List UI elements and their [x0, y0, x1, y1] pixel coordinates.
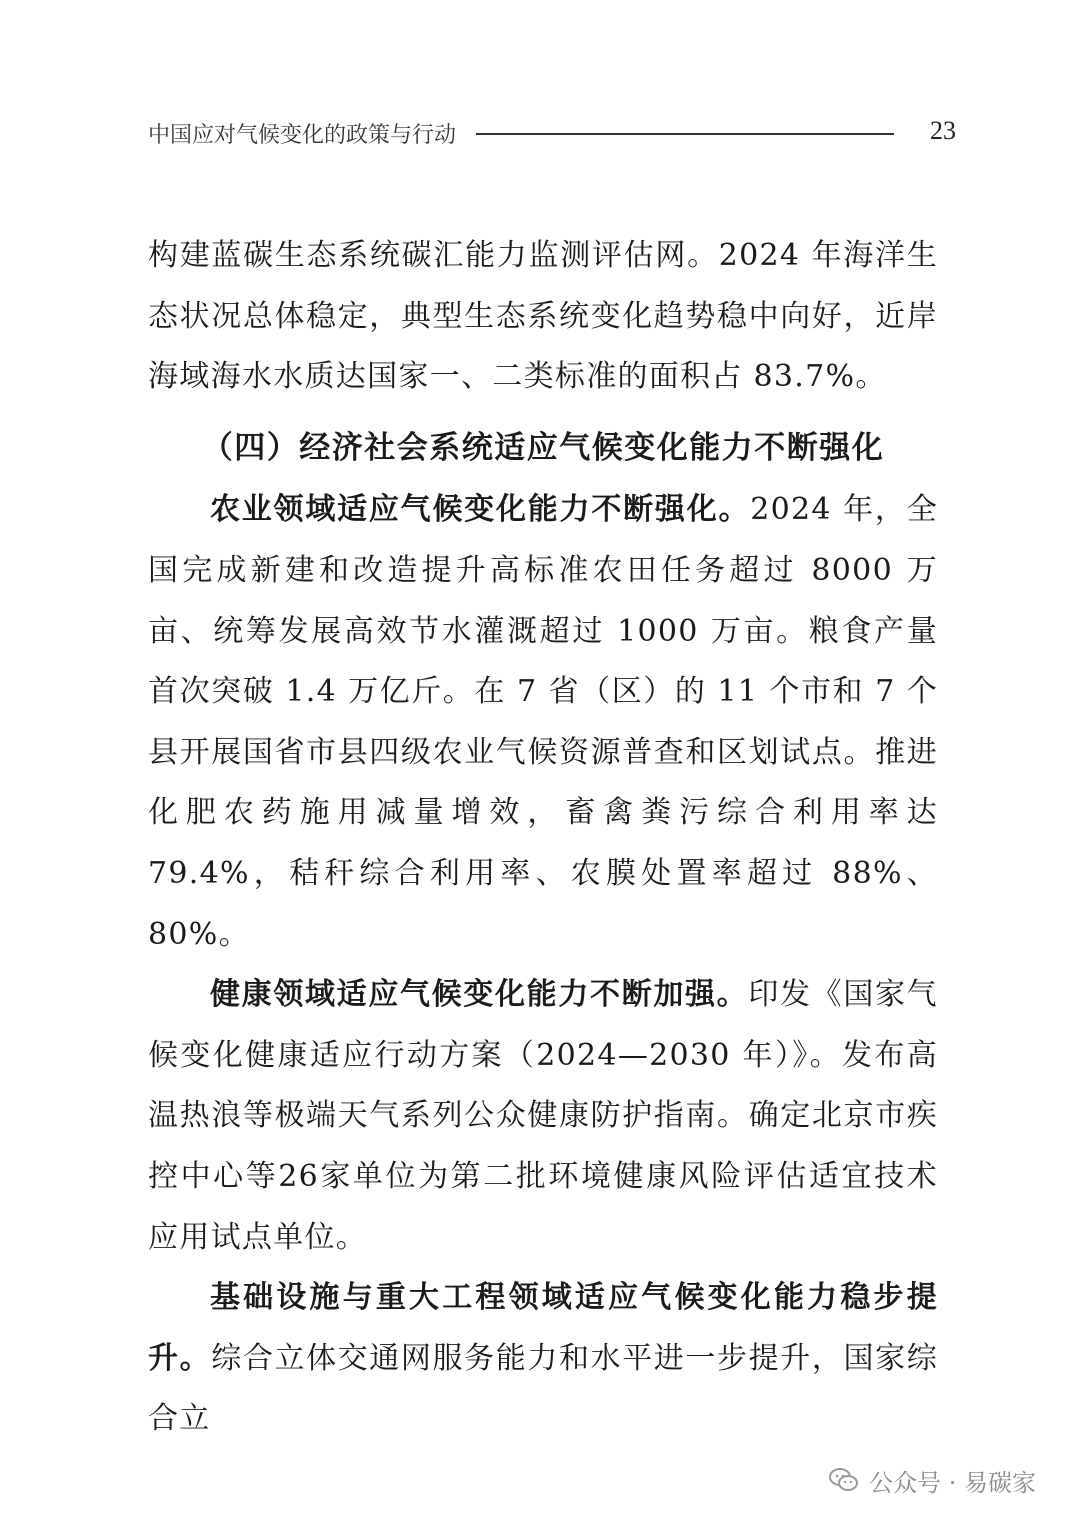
running-header: [148, 112, 960, 152]
body-text: [148, 226, 938, 1450]
section-heading: （四）经济社会系统适应气候变化能力不断强化: [201, 429, 885, 466]
watermark: [829, 1460, 1036, 1500]
paragraph-health: [148, 965, 938, 1268]
paragraph-lead: 农业领域适应气候变化能力不断强化。: [210, 492, 751, 528]
paragraph-infrastructure: [148, 1268, 938, 1450]
paragraph-marine: 构建蓝碳生态系统碳汇能力监测评估网。2024 年海洋生态状况总体稳定，典型生态系统变化趋势稳中向好，近岸海域海水水质达国家一、二类标准的面积占 83.7%。: [148, 238, 938, 395]
page-number: 23: [930, 116, 956, 145]
header-rule: [476, 133, 894, 135]
wechat-icon: [829, 1467, 859, 1493]
paragraph-body: 2024 年，全国完成新建和改造提升高标准农田任务超过 8000 万亩、统筹发展高效节水灌溉超过 1000 万亩。粮食产量首次突破 1.4 万亿斤。在 7 省（区）的 11 个市和 7 个县开展国省市县四级农业气候资源普查和区划试点。推进化肥农药施用减量增效，畜禽粪污综合利用率达 79.4%，秸秆综合利用率、农膜处置率超过 88%、80%。: [148, 492, 938, 952]
paragraph-lead: 健康领域适应气候变化能力不断加强。: [210, 977, 749, 1013]
watermark-text: 公众号 · 易碳家: [869, 1468, 1036, 1497]
header-title: 中国应对气候变化的政策与行动: [148, 123, 457, 148]
paragraph-lead: 基础设施与重大工程领域适应气候变化能力稳步提升。: [148, 1280, 938, 1376]
paragraph-agriculture: [148, 480, 938, 965]
paragraph-body: 印发《国家气候变化健康适应行动方案（2024—2030 年）》。发布高温热浪等极端天气系列公众健康防护指南。确定北京市疾控中心等26家单位为第二批环境健康风险评估适宜技术应用试点单位。: [148, 977, 938, 1255]
paragraph-body: 综合立体交通网服务能力和水平进一步提升，国家综合立: [148, 1340, 938, 1437]
